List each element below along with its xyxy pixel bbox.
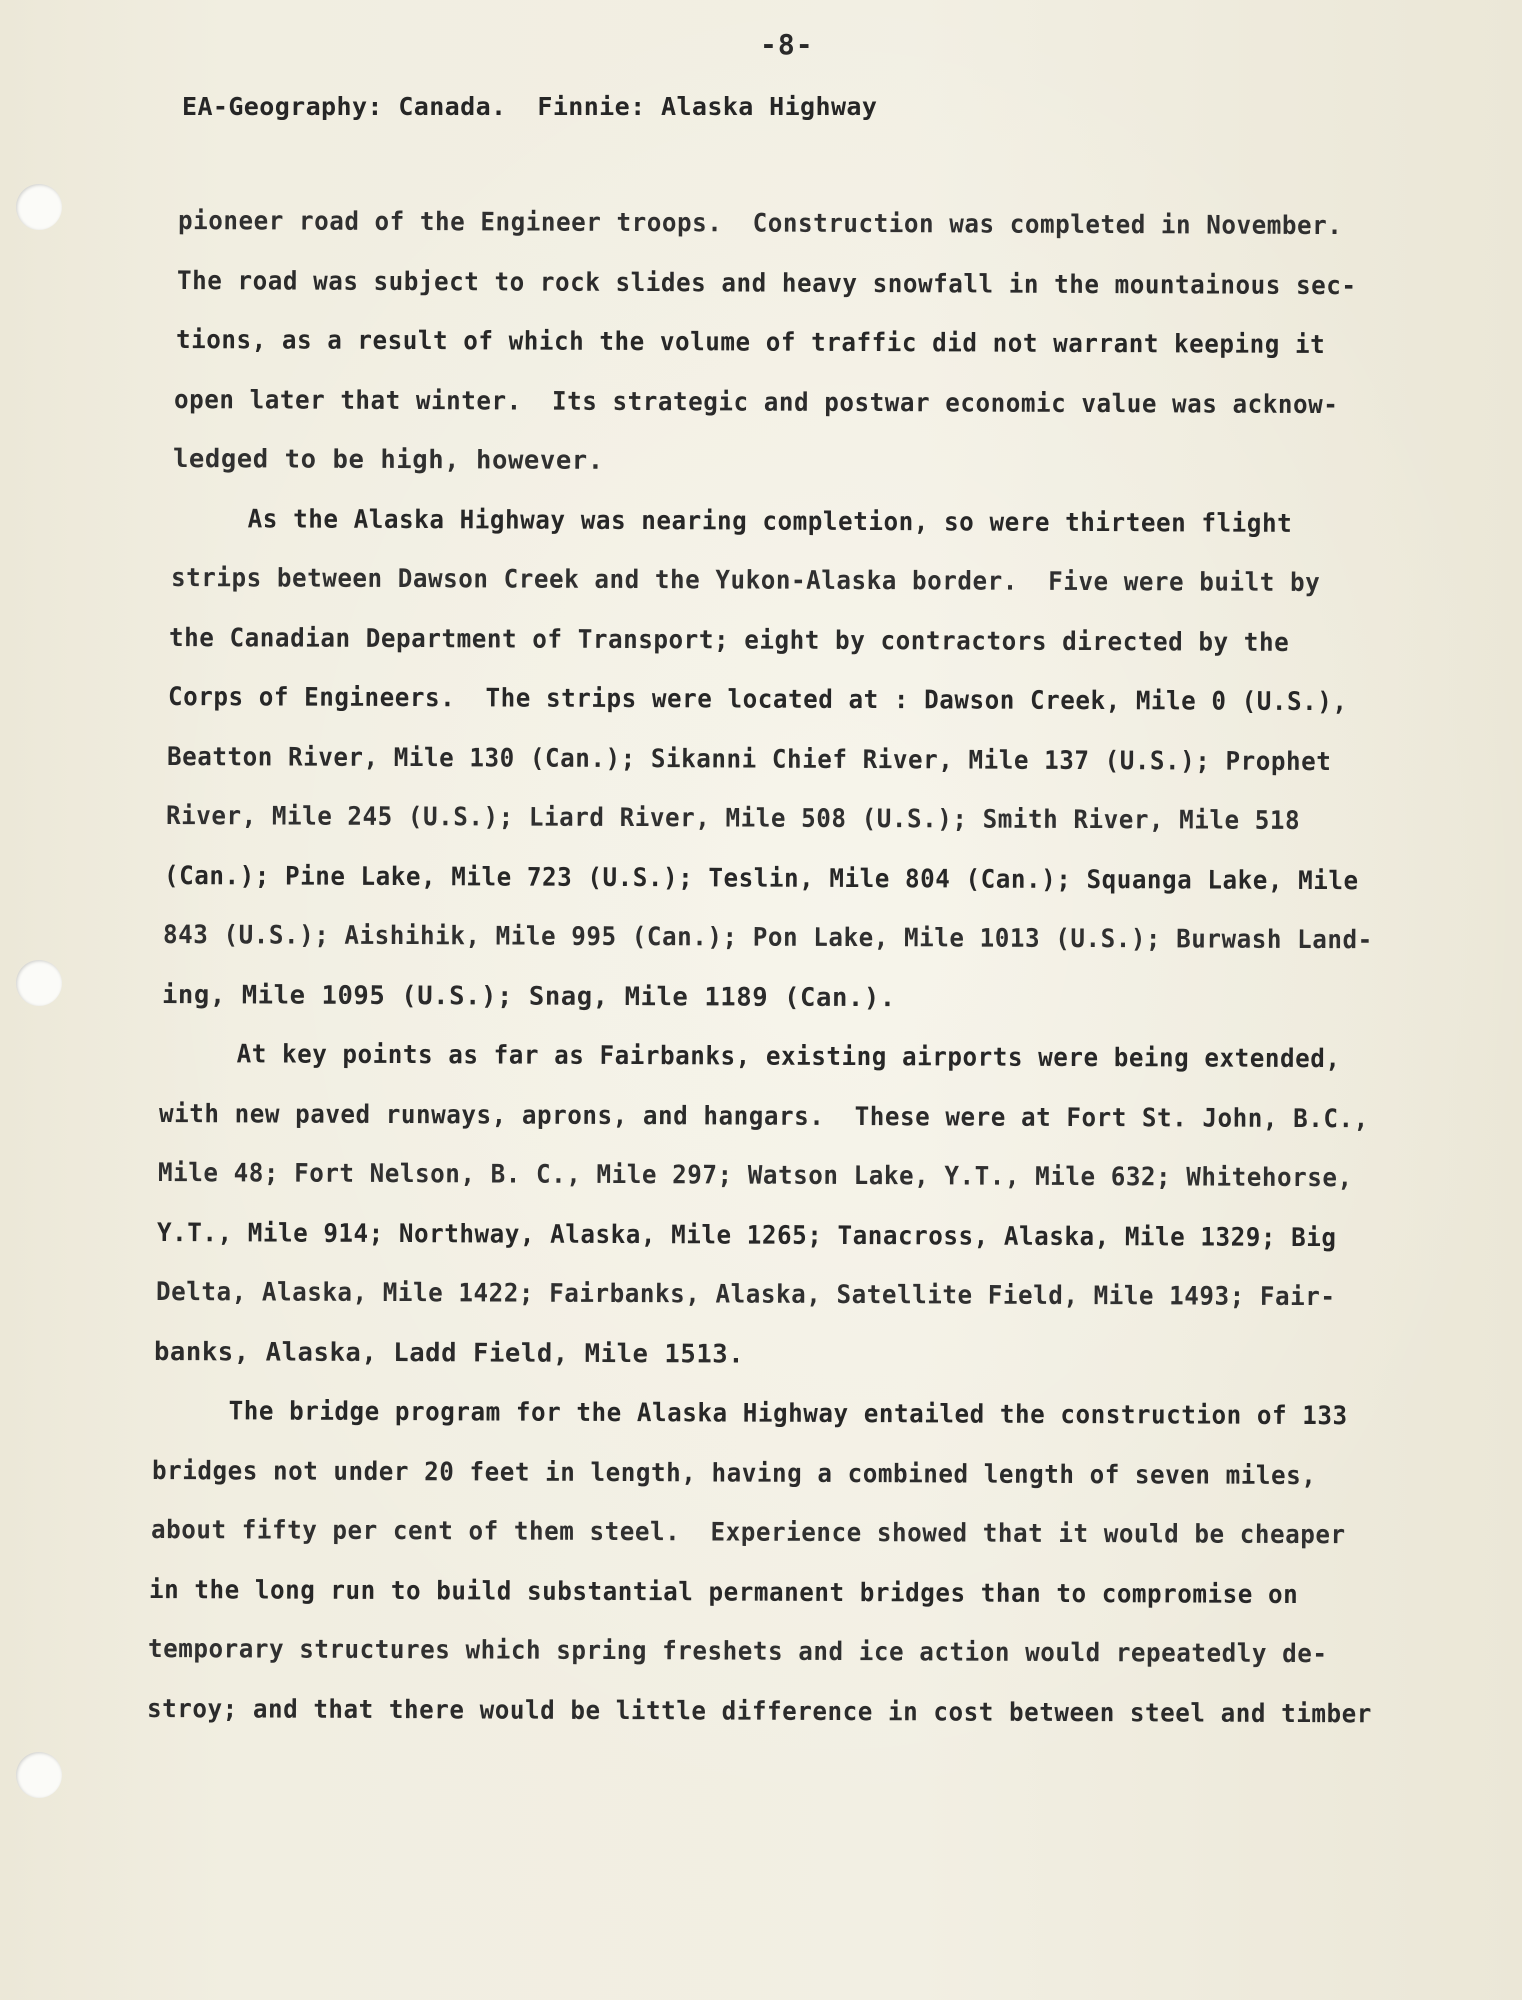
text-line: As the Alaska Highway was nearing completion, so were thirteen flight	[171, 503, 1293, 539]
text-line: The bridge program for the Alaska Highway entailed the construction of 133	[152, 1396, 1348, 1432]
text-line: in the long run to build substantial permanent bridges than to compromise on	[149, 1574, 1299, 1610]
text-line: The road was subject to rock slides and heavy snowfall in the mountainous sec-	[176, 265, 1357, 301]
text-line: strips between Dawson Creek and the Yukon-Alaska border. Five were built by	[170, 563, 1320, 599]
text-line: 843 (U.S.); Aishihik, Mile 995 (Can.); Pon Lake, Mile 1013 (U.S.); Burwash Land-	[162, 920, 1373, 956]
text-line: temporary structures which spring freshets and ice action would repeatedly de-	[147, 1634, 1328, 1670]
text-line: tions, as a result of which the volume of traffic did not warrant keeping it	[175, 325, 1325, 361]
text-line: pioneer road of the Engineer troops. Construction was completed in November.	[177, 206, 1343, 242]
page-number: -8-	[760, 28, 814, 61]
text-line: ledged to be high, however.	[172, 444, 604, 476]
text-line: River, Mile 245 (U.S.); Liard River, Mile 508 (U.S.); Smith River, Mile 518	[165, 801, 1300, 836]
text-line: banks, Alaska, Ladd Field, Mile 1513.	[154, 1336, 745, 1370]
text-line: with new paved runways, aprons, and hangars. These were at Fort St. John, B.C.,	[159, 1098, 1370, 1134]
text-line: open later that winter. Its strategic and postwar economic value was acknow-	[174, 384, 1339, 420]
text-line: bridges not under 20 feet in length, having a combined length of seven miles,	[151, 1455, 1317, 1491]
text-line: Corps of Engineers. The strips were located at : Dawson Creek, Mile 0 (U.S.),	[167, 682, 1348, 718]
text-line: Mile 48; Fort Nelson, B. C., Mile 297; Watson Lake, Y.T., Mile 632; Whitehorse,	[157, 1158, 1353, 1194]
text-line: about fifty per cent of them steel. Experience showed that it would be cheaper	[150, 1515, 1346, 1551]
text-line: ing, Mile 1095 (U.S.); Snag, Mile 1189 (Can.).	[161, 979, 896, 1013]
text-line: At key points as far as Fairbanks, existing airports were being extended,	[160, 1039, 1341, 1075]
text-line: the Canadian Department of Transport; eight by contractors directed by the	[169, 622, 1290, 658]
text-line: stroy; and that there would be little difference in cost between steel and timber	[146, 1693, 1372, 1729]
document-header: EA-Geography: Canada. Finnie: Alaska Highway	[182, 92, 878, 121]
text-line: (Can.); Pine Lake, Mile 723 (U.S.); Teslin, Mile 804 (Can.); Squanga Lake, Mile	[164, 860, 1360, 896]
text-line: Y.T., Mile 914; Northway, Alaska, Mile 1265; Tanacross, Alaska, Mile 1329; Big	[156, 1217, 1337, 1253]
text-line: Beatton River, Mile 130 (Can.); Sikanni Chief River, Mile 137 (U.S.); Prophet	[166, 741, 1332, 777]
text-line: Delta, Alaska, Mile 1422; Fairbanks, Alaska, Satellite Field, Mile 1493; Fair-	[155, 1277, 1336, 1313]
